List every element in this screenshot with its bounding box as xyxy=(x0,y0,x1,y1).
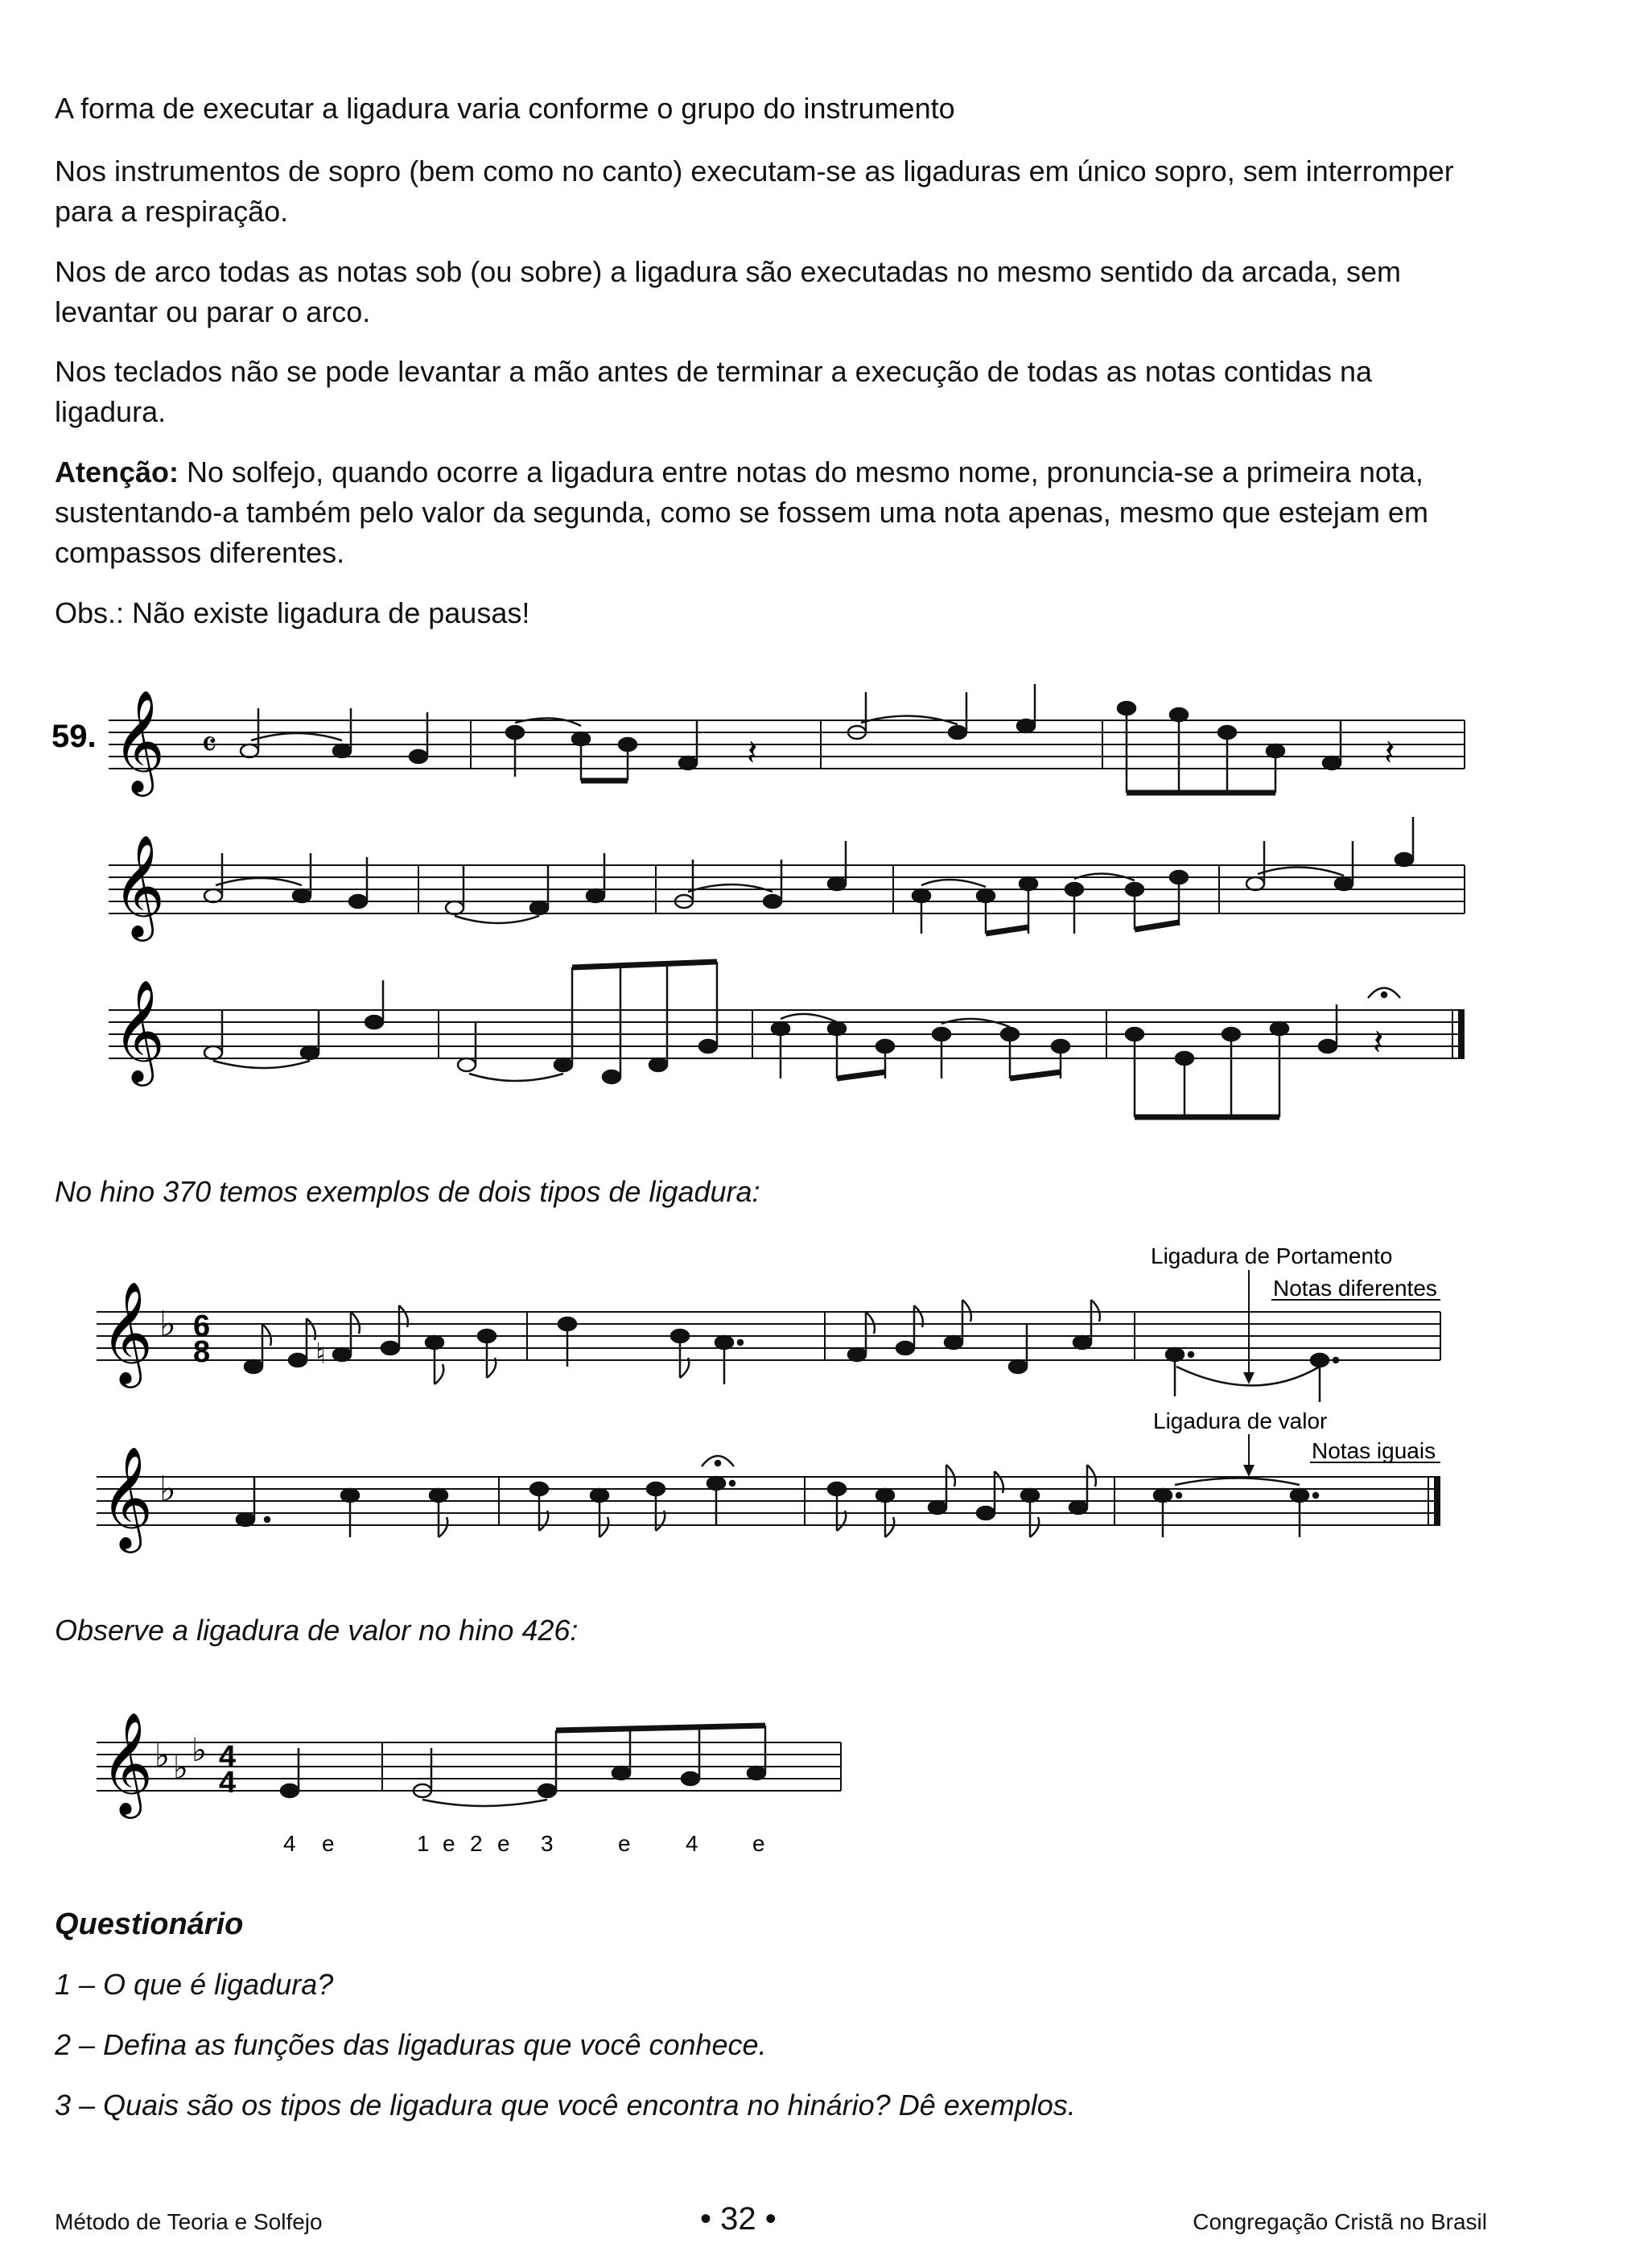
same-notes-label: Notas iguais xyxy=(1312,1438,1436,1463)
paragraph-3: Nos de arco todas as notas sob (ou sobre) a ligadura são executadas no mesmo sentido da arcada, sem levantar ou parar o arco. xyxy=(55,255,1401,328)
footer-left: Método de Teoria e Solfejo xyxy=(55,2209,323,2234)
hymn-370-staff-1-notes xyxy=(245,1300,1338,1402)
hymn-370-staff-2 xyxy=(97,1477,1440,1525)
beat-counts xyxy=(283,1831,765,1856)
value-tie-label: Ligadura de valor xyxy=(1153,1408,1328,1433)
count-label: e xyxy=(443,1831,455,1856)
hymn-370-score xyxy=(0,1231,1648,1577)
count-label: e xyxy=(752,1831,765,1856)
hymn-426-score xyxy=(0,1698,1648,1875)
attention-text: No solfejo, quando ocorre a ligadura entre notas do mesmo nome, pronuncia-se a primeira nota, sustentando-a também pelo valor da segunda, como se fossem uma nota apenas, mesmo que estejam em compassos diferentes. xyxy=(55,456,1428,569)
flat-icon: ♭ xyxy=(159,1305,176,1344)
questionnaire-title: Questionário xyxy=(55,1907,244,1941)
count-label: 3 xyxy=(541,1831,554,1856)
treble-clef-icon: 𝄞 xyxy=(113,836,166,935)
svg-text:♮: ♮ xyxy=(315,1337,326,1370)
flat-icon: ♭ xyxy=(173,1750,188,1786)
count-label: 4 xyxy=(283,1831,296,1856)
flat-icon: ♭ xyxy=(192,1733,207,1768)
paragraph-6: Obs.: Não existe ligadura de pausas! xyxy=(55,596,530,629)
treble-clef-icon: 𝄞 xyxy=(113,981,166,1080)
count-label: 4 xyxy=(686,1831,698,1856)
time-signature-top: 6 xyxy=(193,1309,211,1343)
question-1: 1 – O que é ligadura? xyxy=(55,1968,334,2001)
count-label: e xyxy=(618,1831,631,1856)
hymn-370-caption: No hino 370 temos exemplos de dois tipos de ligadura: xyxy=(55,1175,760,1208)
paragraph-5 xyxy=(55,452,1471,573)
time-signature-top: 4 xyxy=(219,1740,237,1774)
treble-clef-icon: 𝄞 xyxy=(101,1448,154,1547)
treble-clef-icon: 𝄞 xyxy=(101,1283,154,1382)
time-signature-bottom: 4 xyxy=(219,1766,237,1800)
quarter-rest-icon: 𝄽 xyxy=(747,733,758,773)
paragraph-4: Nos teclados não se pode levantar a mão antes de terminar a execução de todas as notas contidas na ligadura. xyxy=(55,355,1373,428)
quarter-rest-icon: 𝄽 xyxy=(1384,733,1395,773)
hymn-426-staff xyxy=(97,1742,841,1791)
staff-3-notes xyxy=(204,962,1400,1117)
count-label: e xyxy=(322,1831,335,1856)
footer-right: Congregação Cristã no Brasil xyxy=(1193,2209,1487,2234)
exercise-59-score xyxy=(0,676,1648,1127)
question-2: 2 – Defina as funções das ligaduras que você conhece. xyxy=(55,2028,767,2061)
count-label: 1 xyxy=(417,1831,430,1856)
question-3: 3 – Quais são os tipos de ligadura que você encontra no hinário? Dê exemplos. xyxy=(55,2089,1076,2122)
flat-icon: ♭ xyxy=(154,1738,170,1774)
hymn-426-caption: Observe a ligadura de valor no hino 426: xyxy=(55,1614,579,1647)
different-notes-label: Notas diferentes xyxy=(1273,1276,1437,1301)
paragraph-1: A forma de executar a ligadura varia conforme o grupo do instrumento xyxy=(55,92,955,125)
attention-label: Atenção: xyxy=(55,456,179,489)
count-label: e xyxy=(497,1831,510,1856)
paragraph-2: Nos instrumentos de sopro (bem como no canto) executam-se as ligaduras em único sopro, sem interromper para a respiração. xyxy=(55,155,1454,228)
staff-line-1 xyxy=(109,720,1465,769)
flat-icon: ♭ xyxy=(159,1470,176,1509)
treble-clef-icon: 𝄞 xyxy=(113,691,166,790)
treble-clef-icon: 𝄞 xyxy=(101,1713,154,1812)
count-label: 2 xyxy=(470,1831,483,1856)
portamento-label: Ligadura de Portamento xyxy=(1151,1243,1393,1268)
common-time-icon: 𝄴 xyxy=(201,725,217,765)
exercise-number: 59. xyxy=(52,719,97,754)
page-number: • 32 • xyxy=(700,2201,777,2237)
time-signature-bottom: 8 xyxy=(193,1335,211,1369)
staff-1-notes xyxy=(241,684,1341,793)
quarter-rest-icon: 𝄽 xyxy=(1373,1023,1384,1062)
staff-2-notes xyxy=(204,817,1413,934)
